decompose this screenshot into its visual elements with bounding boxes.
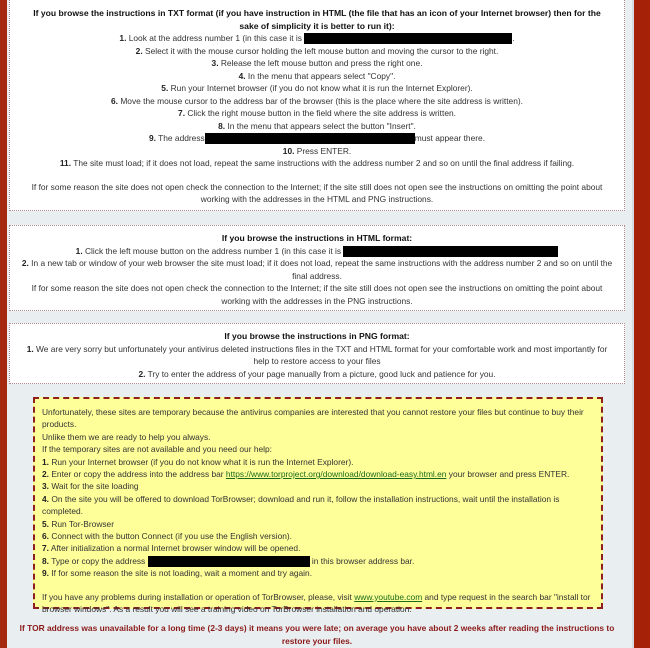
txt-step-2: 2. Select it with the mouse cursor holding the left mouse button and moving the cursor to the right. — [135, 45, 499, 56]
html-section-title: If you browse the instructions in HTML format: — [221, 233, 413, 243]
html-step-2: 2. In a new tab or window of your web browser the site must load; if it does not load, repeat the same instructions with the address number 2 and so on until the final address. — [21, 258, 613, 281]
redacted-address — [343, 246, 558, 257]
txt-step-3: 3. Release the left mouse button and press the right one. — [211, 58, 423, 68]
png-step-1: 1. We are very sorry but unfortunately your antivirus deleted instructions files in the TXT and HTML format for your comfortable work and most importantly for help to restore access to your files — [26, 343, 608, 366]
txt-step-4: 4. In the menu that appears select "Copy". — [238, 70, 396, 81]
notice-step-9: 9. If for some reason the site is not loading, wait a moment and try again. — [42, 568, 313, 579]
notice-step-2: 2. Enter or copy the address into the address bar https://www.torproject.org/download/download-easy.html.en your browser and press ENTER. — [42, 469, 570, 480]
txt-section-note: If for some reason the site does not open check the connection to the Internet; if the site still does not open see the instructions on omitting the point about working with the addresses in the HTML and PNG instructions. — [31, 181, 603, 204]
left-border-strip — [0, 0, 7, 648]
txt-step-9: 9. The address must appear there. — [148, 133, 486, 143]
redacted-address — [205, 133, 415, 144]
footer-warning: If TOR address was unavailable for a long time (2-3 days) it means you were late; on average you have about 2 weeks after reading the instructions to restore your files. — [19, 623, 615, 646]
txt-step-6: 6. Move the mouse cursor to the address bar of the browser (this is the place where the site address is written). — [111, 95, 523, 106]
youtube-link[interactable]: www.youtube.com — [354, 591, 423, 602]
notice-step-8: 8. Type or copy the address in this browser address bar. — [42, 555, 415, 566]
tor-notice-box — [33, 397, 603, 615]
txt-instructions-box — [9, 0, 625, 211]
notice-help-text: If you have any problems during installation or operation of TorBrowser, please, visit www.youtube.com and type request in the search bar "install tor browser windows". As a result you will see a training video on TorBrowser installation and operation. — [42, 591, 591, 615]
notice-step-4: 4. On the site you will be offered to download TorBrowser; download and run it, follow the installation instructions, wait until the installation is completed. — [42, 493, 560, 517]
notice-intro-2: Unlike them we are ready to help you always. — [42, 431, 211, 442]
notice-step-7: 7. After initialization a normal Internet browser window will be opened. — [42, 543, 301, 554]
html-step-1: 1. Click the left mouse button on the address number 1 (in this case it is — [18, 245, 616, 258]
notice-step-1: 1. Run your Internet browser (if you do not know what it is run the Internet Explorer). — [42, 456, 354, 467]
notice-step-6: 6. Connect with the button Connect (if you use the English version). — [42, 531, 293, 542]
png-instructions-box — [9, 323, 625, 384]
notice-intro-1: Unfortunately, these sites are temporary because the antivirus companies are interested that you cannot restore your files but continue to buy their products. — [42, 407, 584, 430]
redacted-onion-address — [148, 556, 310, 567]
right-border-band — [632, 0, 650, 648]
txt-step-7: 7. Click the right mouse button in the field where the site address is written. — [178, 108, 456, 118]
html-instructions-box — [9, 225, 625, 311]
txt-step-1: 1. Look at the address number 1 (in this case it is . — [119, 33, 515, 43]
png-step-2: 2. Try to enter the address of your page manually from a picture, good luck and patience for you. — [138, 368, 496, 379]
notice-intro-3: If the temporary sites are not available and you need our help: — [42, 444, 272, 455]
notice-step-5: 5. Run Tor-Browser — [42, 518, 115, 529]
txt-step-8: 8. In the menu that appears select the button "Insert". — [218, 120, 416, 131]
txt-section-title: If you browse the instructions in TXT format (if you have instruction in HTML (the file that has an icon of your Internet browser) then for the sake of simplicity it is better to run it): — [33, 8, 601, 31]
txt-step-5: 5. Run your Internet browser (if you do not know what it is run the Internet Explorer). — [161, 83, 473, 93]
notice-step-3: 3. Wait for the site loading — [42, 481, 139, 492]
png-section-title: If you browse the instructions in PNG format: — [224, 331, 410, 341]
html-section-note: If for some reason the site does not open check the connection to the Internet; if the site still does not open see the instructions on omitting the point about working with the addresses in the PNG instructions. — [31, 283, 603, 306]
torproject-download-link[interactable]: https://www.torproject.org/download/download-easy.html.en — [225, 469, 447, 480]
txt-step-11: 11. The site must load; if it does not load, repeat the same instructions with the address number 2 and so on until the final address if failing. — [59, 158, 575, 168]
redacted-address — [304, 33, 512, 44]
txt-step-10: 10. Press ENTER. — [282, 145, 352, 156]
